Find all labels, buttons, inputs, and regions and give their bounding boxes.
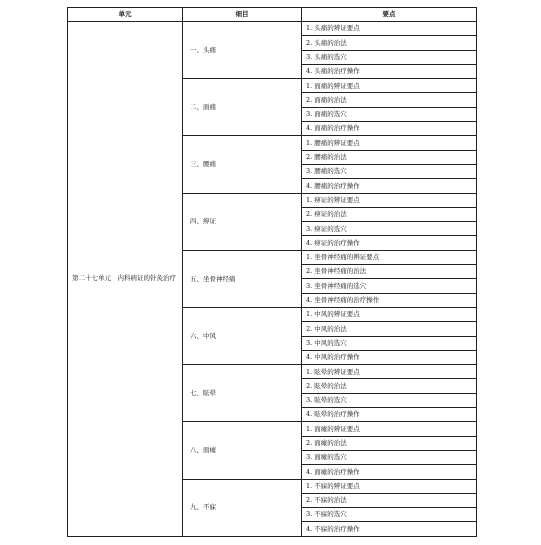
subunit-cell: 二、面痛 <box>183 79 302 136</box>
table-row <box>68 22 477 36</box>
point-cell: 3. 头痛的选穴 <box>302 50 477 64</box>
header-subunit: 细目 <box>183 8 302 22</box>
point-cell: 2. 面瘫的治法 <box>302 436 477 450</box>
point-cell: 1. 腰痛的辨证要点 <box>302 136 477 150</box>
point-cell: 1. 中风的辨证要点 <box>302 307 477 321</box>
point-cell: 3. 不寐的选穴 <box>302 508 477 522</box>
point-cell: 2. 痹证的治法 <box>302 207 477 221</box>
syllabus-table <box>67 7 477 537</box>
point-cell: 2. 头痛的治法 <box>302 36 477 50</box>
point-cell: 3. 眩晕的选穴 <box>302 393 477 407</box>
point-cell: 3. 面瘫的选穴 <box>302 450 477 464</box>
point-cell: 3. 面痛的选穴 <box>302 107 477 121</box>
header-row <box>68 8 477 22</box>
point-cell: 4. 中风的治疗操作 <box>302 350 477 364</box>
point-cell: 2. 不寐的治法 <box>302 493 477 507</box>
header-points: 要点 <box>302 8 477 22</box>
point-cell: 1. 痹证的辨证要点 <box>302 193 477 207</box>
point-cell: 1. 头痛的辨证要点 <box>302 22 477 36</box>
point-cell: 4. 眩晕的治疗操作 <box>302 408 477 422</box>
unit-cell: 第二十七单元 内科病证的针灸治疗 <box>68 22 183 537</box>
point-cell: 2. 中风的治法 <box>302 322 477 336</box>
subunit-cell: 五、坐骨神经痛 <box>183 250 302 307</box>
subunit-cell: 六、中风 <box>183 307 302 364</box>
table-body <box>68 22 477 537</box>
point-cell: 4. 面瘫的治疗操作 <box>302 465 477 479</box>
point-cell: 4. 头痛的治疗操作 <box>302 64 477 78</box>
point-cell: 3. 中风的选穴 <box>302 336 477 350</box>
header-unit: 单元 <box>68 8 183 22</box>
point-cell: 1. 坐骨神经痛的辨证要点 <box>302 250 477 264</box>
point-cell: 4. 痹证的治疗操作 <box>302 236 477 250</box>
subunit-cell: 八、面瘫 <box>183 422 302 479</box>
point-cell: 2. 坐骨神经痛的治法 <box>302 265 477 279</box>
point-cell: 1. 面痛的辨证要点 <box>302 79 477 93</box>
subunit-cell: 九、不寐 <box>183 479 302 536</box>
point-cell: 1. 眩晕的辨证要点 <box>302 365 477 379</box>
subunit-cell: 三、腰痛 <box>183 136 302 193</box>
point-cell: 3. 坐骨神经痛的选穴 <box>302 279 477 293</box>
point-cell: 4. 面痛的治疗操作 <box>302 122 477 136</box>
point-cell: 4. 腰痛的治疗操作 <box>302 179 477 193</box>
point-cell: 2. 面痛的治法 <box>302 93 477 107</box>
table-header <box>68 8 477 22</box>
point-cell: 3. 腰痛的选穴 <box>302 164 477 178</box>
subunit-cell: 一、头痛 <box>183 22 302 79</box>
point-cell: 1. 面瘫的辨证要点 <box>302 422 477 436</box>
subunit-cell: 四、痹证 <box>183 193 302 250</box>
point-cell: 4. 坐骨神经痛的治疗操作 <box>302 293 477 307</box>
point-cell: 2. 腰痛的治法 <box>302 150 477 164</box>
point-cell: 3. 痹证的选穴 <box>302 222 477 236</box>
point-cell: 4. 不寐的治疗操作 <box>302 522 477 536</box>
subunit-cell: 七、眩晕 <box>183 365 302 422</box>
point-cell: 1. 不寐的辨证要点 <box>302 479 477 493</box>
point-cell: 2. 眩晕的治法 <box>302 379 477 393</box>
